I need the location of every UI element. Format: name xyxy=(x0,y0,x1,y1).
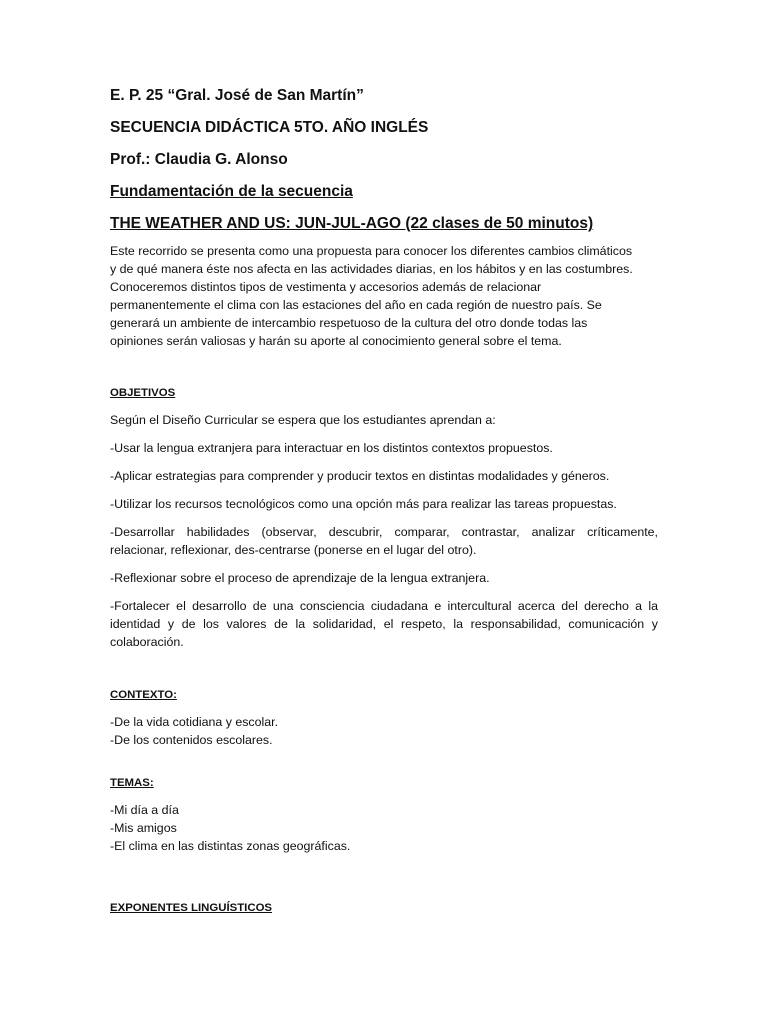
tema-item: -El clima en las distintas zonas geográficas. xyxy=(110,839,351,853)
fundamentation-heading: Fundamentación de la secuencia xyxy=(110,183,353,200)
exponentes-heading: EXPONENTES LINGUÍSTICOS xyxy=(110,902,273,914)
objetivo-item: -Utilizar los recursos tecnológicos como una opción más para realizar las tareas propuestas. xyxy=(110,497,617,511)
intro-paragraph xyxy=(110,242,658,350)
objetivo-item: -Fortalecer el desarrollo de una consciencia ciudadana e intercultural acerca del derecho a la identidad y de los valores de la solidaridad, el respeto, la responsabilidad, comunicación y colaboración. xyxy=(110,599,658,649)
intro-line: Conoceremos distintos tipos de vestimenta y accesorios además de relacionar xyxy=(110,280,542,294)
tema-item: -Mis amigos xyxy=(110,821,177,835)
intro-line: permanentemente el clima con las estaciones del año en cada región de nuestro país. Se xyxy=(110,298,602,312)
objetivo-item: -Usar la lengua extranjera para interactuar en los distintos contextos propuestos. xyxy=(110,441,553,455)
tema-item: -Mi día a día xyxy=(110,803,179,817)
objetivo-item: -Reflexionar sobre el proceso de aprendizaje de la lengua extranjera. xyxy=(110,571,490,585)
school-name: E. P. 25 “Gral. José de San Martín” xyxy=(110,87,364,104)
contexto-item: -De la vida cotidiana y escolar. xyxy=(110,715,279,729)
sequence-title: SECUENCIA DIDÁCTICA 5TO. AÑO INGLÉS xyxy=(110,119,429,136)
objetivos-heading: OBJETIVOS xyxy=(110,387,176,399)
temas-heading: TEMAS: xyxy=(110,777,154,789)
objetivos-lead: Según el Diseño Curricular se espera que los estudiantes aprendan a: xyxy=(110,413,496,427)
teacher-name: Prof.: Claudia G. Alonso xyxy=(110,151,288,168)
intro-line: Este recorrido se presenta como una propuesta para conocer los diferentes cambios climáticos xyxy=(110,244,633,258)
contexto-item: -De los contenidos escolares. xyxy=(110,733,273,747)
document-page xyxy=(110,86,658,916)
unit-title: THE WEATHER AND US: JUN-JUL-AGO (22 clases de 50 minutos) xyxy=(110,215,594,232)
objetivo-item: -Aplicar estrategias para comprender y producir textos en distintas modalidades y géneros. xyxy=(110,469,610,483)
objetivo-item: -Desarrollar habilidades (observar, descubrir, comparar, contrastar, analizar críticamente, relacionar, reflexionar, des-centrarse (ponerse en el lugar del otro). xyxy=(110,525,658,557)
contexto-heading: CONTEXTO: xyxy=(110,689,177,701)
intro-line: generará un ambiente de intercambio respetuoso de la cultura del otro donde todas las xyxy=(110,316,588,330)
intro-line: opiniones serán valiosas y harán su aporte al conocimiento general sobre el tema. xyxy=(110,334,562,348)
intro-line: y de qué manera éste nos afecta en las actividades diarias, en los hábitos y en las costumbres. xyxy=(110,262,633,276)
